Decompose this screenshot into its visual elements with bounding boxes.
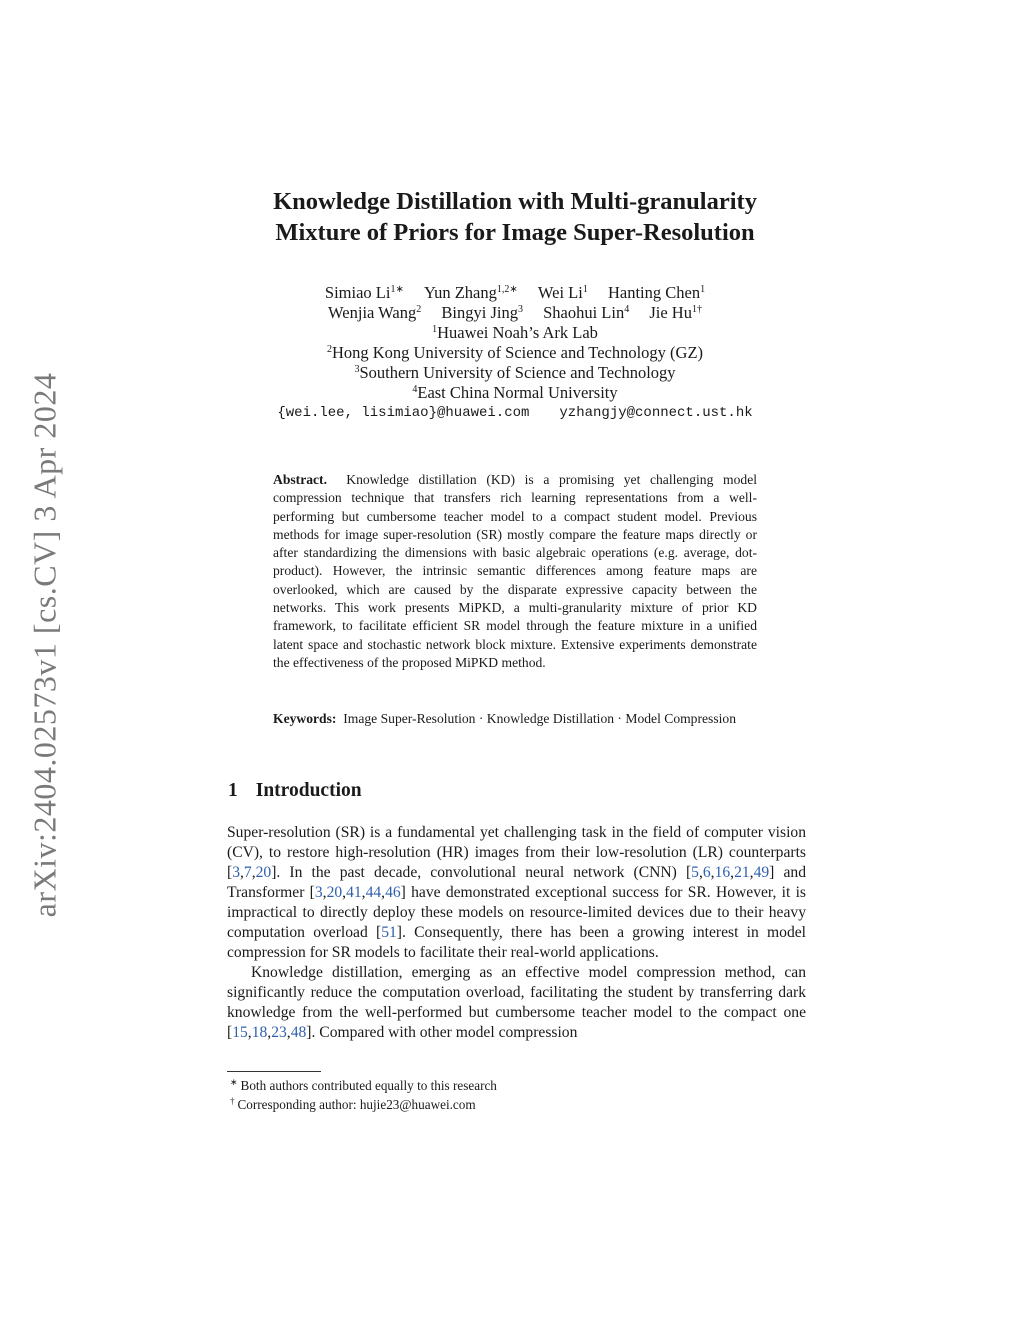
author-name: Simiao $Li^{1∗}$ bbox=[324, 283, 404, 302]
body-text-run: , bbox=[322, 884, 327, 901]
arxiv-sidebar bbox=[0, 0, 80, 1325]
footnotes bbox=[230, 1076, 790, 1114]
body-text-run: , bbox=[286, 1024, 291, 1041]
citation-link[interactable]: 23 bbox=[271, 1024, 287, 1041]
section-number: 1 bbox=[228, 780, 238, 801]
citation-link[interactable]: 21 bbox=[734, 864, 750, 881]
email-address: yzhangjy@connect.ust.hk bbox=[559, 405, 753, 421]
citation-link[interactable]: 20 bbox=[255, 864, 272, 881]
abstract bbox=[273, 471, 757, 672]
affiliation: $^3$Southern University of Science and Technology bbox=[354, 363, 676, 382]
author-emails bbox=[200, 403, 830, 423]
body-text-run: , bbox=[749, 864, 754, 881]
citation-link[interactable]: 18 bbox=[251, 1024, 268, 1041]
citation-link[interactable]: 48 bbox=[290, 1024, 307, 1041]
body-text-run: Knowledge distillation, emerging as an effective model compression method, can significantly reduce the computation overload, facilitating the student by transferring dark knowledge from the well-performed but cumbersome teacher model to the compact one [ bbox=[227, 964, 806, 1041]
author-row-1 bbox=[200, 283, 830, 303]
keywords bbox=[273, 710, 757, 728]
section-heading bbox=[228, 780, 362, 802]
paragraph bbox=[227, 823, 806, 963]
body-text-run: , bbox=[710, 864, 715, 881]
paragraph bbox=[227, 963, 806, 1043]
author-name: Wenjia Wang$^2$ bbox=[328, 303, 422, 322]
citation-link[interactable]: 46 bbox=[385, 884, 401, 901]
citation-link[interactable]: 3 bbox=[314, 884, 323, 901]
citation-link[interactable]: 3 bbox=[232, 864, 240, 881]
keywords-text: Image Super-Resolution · Knowledge Distillation · Model Compression bbox=[343, 711, 736, 726]
affiliation: $^1$Huawei Noah’s Ark Lab bbox=[432, 323, 598, 342]
footnote: ∗ Both authors contributed equally to this research bbox=[230, 1077, 497, 1093]
arxiv-identifier: arXiv:2404.02573v1 [cs.CV] 3 Apr 2024 bbox=[26, 372, 63, 918]
title-line-1: Knowledge Distillation with Multi-granularity bbox=[273, 188, 757, 215]
body-text-run: , bbox=[240, 864, 244, 881]
author-row-2 bbox=[200, 303, 830, 323]
body-text-run: , bbox=[730, 864, 735, 881]
abstract-heading: Abstract. bbox=[273, 472, 327, 487]
abstract-text: Knowledge distillation (KD) is a promising yet challenging model compression technique that transfers rich learning representations from a well-performing but cumbersome teacher model to a compact student model. Previous methods for image super-resolution (SR) mostly compare the feature maps directly or after standardizing the dimensions with basic algebraic operations (e.g. average, dot-product). However, the intrinsic semantic differences among feature maps are overlooked, which are caused by the disparate expressive capacity between the networks. This work presents MiPKD, a multi-granularity mixture of prior KD framework, to facilitate efficient SR model through the feature mixture in a unified latent space and stochastic network block mixture. Extensive experiments demonstrate the effectiveness of the proposed MiPKD method. bbox=[273, 472, 757, 670]
author-block bbox=[200, 283, 830, 423]
citation-link[interactable]: 20 bbox=[326, 884, 343, 901]
introduction-body bbox=[227, 823, 806, 1043]
citation-link[interactable]: 41 bbox=[346, 884, 362, 901]
body-text-run: , bbox=[247, 1024, 252, 1041]
paper-title bbox=[200, 186, 830, 248]
citation-link[interactable]: 49 bbox=[753, 864, 770, 881]
citation-link[interactable]: 44 bbox=[365, 884, 382, 901]
author-name: Hanting Chen$^1$ bbox=[607, 283, 706, 302]
body-text-run: ]. Consequently, there has been a growing interest in model compression for SR models to facilitate their real-world applications. bbox=[227, 924, 807, 961]
citation-link[interactable]: 16 bbox=[714, 864, 731, 881]
email-address: {wei.lee, lisimiao}@huawei.com bbox=[277, 405, 530, 421]
author-name: Bingyi Jing$^3$ bbox=[441, 303, 523, 322]
author-name: Shaohui Lin$^4$ bbox=[543, 303, 630, 322]
keywords-heading: Keywords: bbox=[273, 711, 337, 726]
footnote-rule bbox=[227, 1071, 321, 1072]
body-text-run: ] and Transformer [ bbox=[227, 864, 806, 901]
body-text-run: , bbox=[251, 864, 256, 881]
citation-link[interactable]: 15 bbox=[232, 1024, 248, 1041]
body-text-run: , bbox=[381, 884, 386, 901]
body-text-run: , bbox=[342, 884, 347, 901]
body-text-run: ]. In the past decade, convolutional neural network (CNN) [ bbox=[271, 864, 692, 881]
affiliation: $^2$Hong Kong University of Science and Technology (GZ) bbox=[326, 343, 704, 362]
citation-link[interactable]: 7 bbox=[243, 864, 252, 881]
body-text-run: Super-resolution (SR) is a fundamental yet challenging task in the field of computer vision (CV), to restore high-resolution (HR) images from their low-resolution (LR) counterparts [ bbox=[227, 824, 806, 881]
citation-link[interactable]: 6 bbox=[702, 864, 711, 881]
author-name: Wei Li$^1$ bbox=[537, 283, 588, 302]
affiliation: $^4$East China Normal University bbox=[412, 383, 618, 402]
body-text-run: , bbox=[361, 884, 366, 901]
body-text-run: , bbox=[267, 1024, 272, 1041]
section-title: Introduction bbox=[255, 780, 362, 801]
citation-link[interactable]: 5 bbox=[691, 864, 699, 881]
body-text-run: ] have demonstrated exceptional success for SR. However, it is impractical to directly deploy these models on resource-limited devices due to their heavy computation overload [ bbox=[227, 884, 806, 941]
title-line-2: Mixture of Priors for Image Super-Resolution bbox=[275, 219, 755, 246]
citation-link[interactable]: 51 bbox=[381, 924, 397, 941]
body-text-run: , bbox=[698, 864, 703, 881]
footnote: † Corresponding author: hujie23@huawei.com bbox=[230, 1096, 476, 1112]
author-name: Yun Zhang$^{1,2∗}$ bbox=[423, 283, 518, 302]
author-name: Jie $Hu^{1\dagger}$ bbox=[649, 303, 702, 322]
body-text-run: ]. Compared with other model compression bbox=[306, 1024, 578, 1041]
